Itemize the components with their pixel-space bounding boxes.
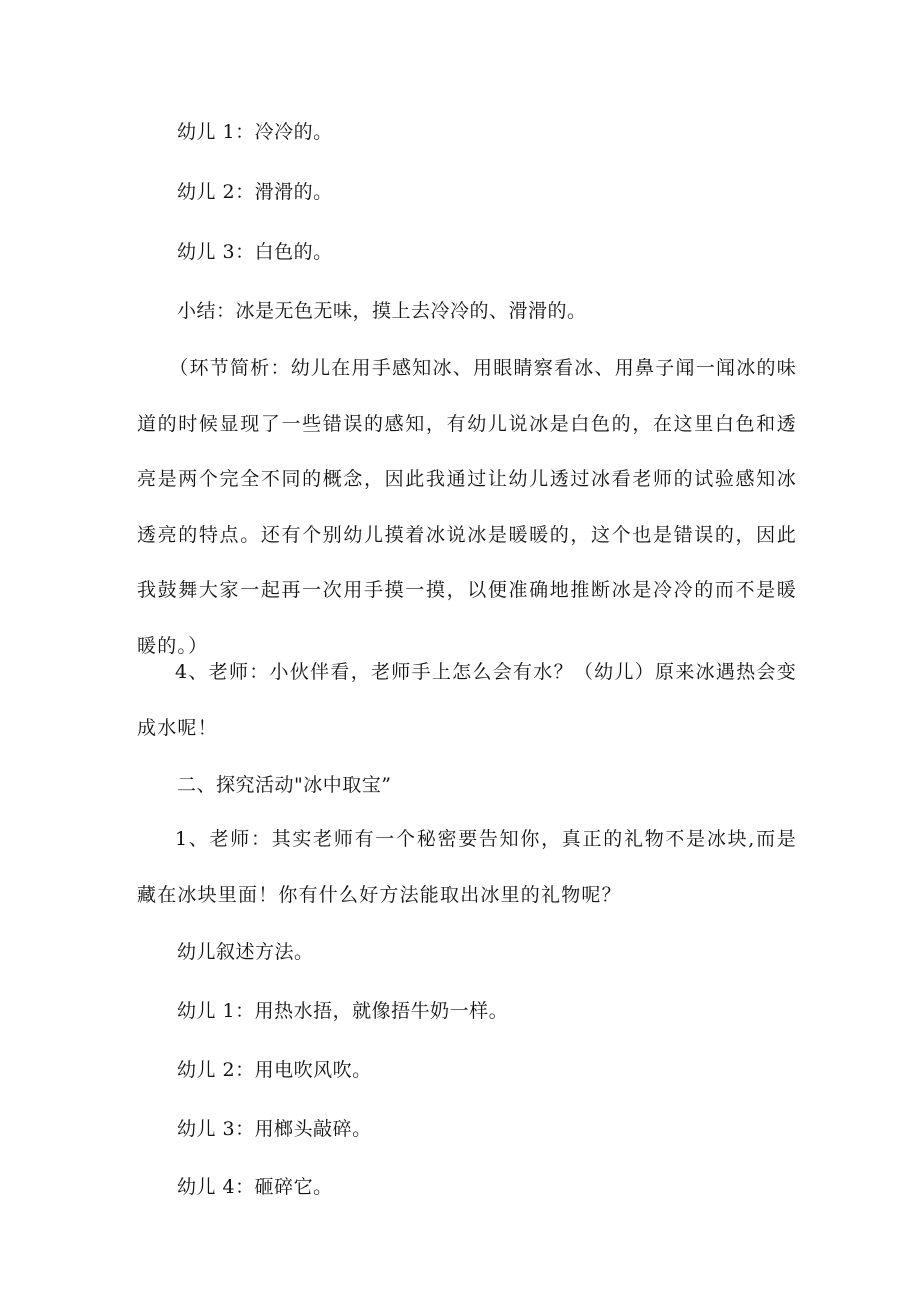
child-4-method: 幼儿 4：砸碎它。	[177, 1176, 333, 1198]
child-2-answer: 幼儿 2：滑滑的。	[177, 181, 333, 203]
child-1-answer: 幼儿 1：冷冷的。	[177, 121, 333, 143]
step-4-paragraph: 4、老师：小伙伴看，老师手上怎么会有水？（幼儿）原来冰遇热会变成水呢！	[137, 661, 797, 739]
child-1-method: 幼儿 1：用热水捂，就像捂牛奶一样。	[177, 1000, 509, 1022]
children-describe-methods: 幼儿叙述方法。	[177, 941, 314, 963]
child-3-answer: 幼儿 3：白色的。	[177, 241, 333, 263]
step-1-paragraph: 1、老师：其实老师有一个秘密要告知你，真正的礼物不是冰块,而是藏在冰块里面！你有什么好方法能取出冰里的礼物呢？	[137, 828, 797, 906]
child-3-method: 幼儿 3：用榔头敲碎。	[177, 1118, 372, 1140]
section-2-title: 二、探究活动"冰中取宝”	[177, 774, 392, 796]
analysis-note: （环节简析：幼儿在用手感知冰、用眼睛察看冰、用鼻子闻一闻冰的味道的时候显现了一些错误的感知，有幼儿说冰是白色的，在这里白色和透亮是两个完全不同的概念，因此我通过让幼儿透过冰看老师的试验感知冰透亮的特点。还有个别幼儿摸着冰说冰是暖暖的，这个也是错误的，因此我鼓舞大家一起再一次用手摸一摸，以便准确地推断冰是冷冷的而不是暖暖的。）	[137, 357, 797, 657]
child-2-method: 幼儿 2：用电吹风吹。	[177, 1059, 372, 1081]
summary-line: 小结：冰是无色无味，摸上去冷冷的、滑滑的。	[177, 300, 587, 322]
